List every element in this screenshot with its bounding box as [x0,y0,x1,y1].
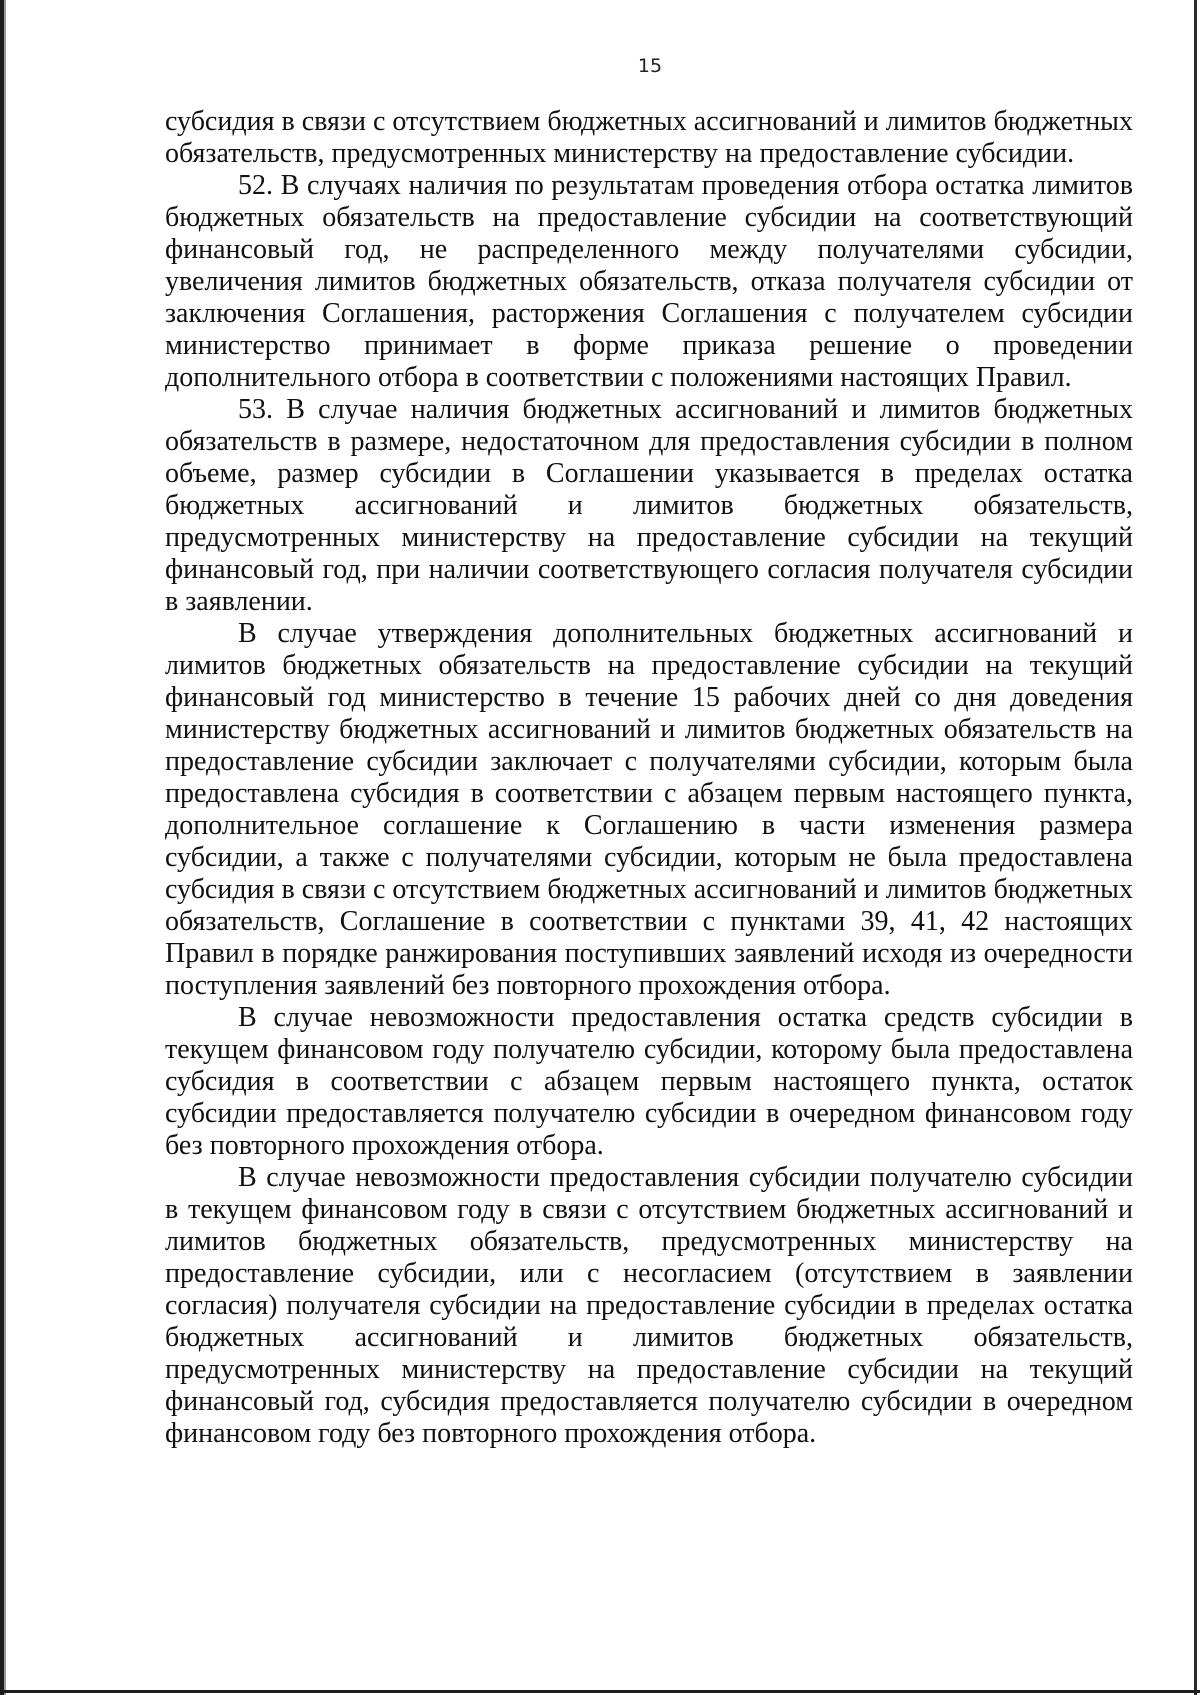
paragraph-continuation: субсидия в связи с отсутствием бюджетных ассигнований и лимитов бюджетных обязательств, предусмотренных министерству на предоставление субсидии. [165,106,1133,169]
document-body [165,106,1133,1450]
paragraph-additional-allocations: В случае утверждения дополнительных бюджетных ассигнований и лимитов бюджетных обязательств на предоставление субсидии на текущий финансовый год министерство в течение 15 рабочих дней со дня доведения министерству бюджетных ассигнований и лимитов бюджетных обязательств на предоставление субсидии заключает с получателями субсидии, которым была предоставлена субсидия в соответствии с абзацем первым настоящего пункта, дополнительное соглашение к Соглашению в части изменения размера субсидии, а также с получателями субсидии, которым не была предоставлена субсидия в связи с отсутствием бюджетных ассигнований и лимитов бюджетных обязательств, Соглашение в соответствии с пунктами 39, 41, 42 настоящих Правил в порядке ранжирования поступивших заявлений исходя из очередности поступления заявлений без повторного прохождения отбора. [165,618,1133,1001]
scan-edge-bottom [0,1690,1200,1693]
paragraph-impossibility-of-provision: В случае невозможности предоставления субсидии получателю субсидии в текущем финансовом году в связи с отсутствием бюджетных ассигнований и лимитов бюджетных обязательств, предусмотренных министерству на предоставление субсидии, или с несогласием (отсутствием в заявлении согласия) получателя субсидии на предоставление субсидии в пределах остатка бюджетных ассигнований и лимитов бюджетных обязательств, предусмотренных министерству на предоставление субсидии на текущий финансовый год, субсидия предоставляется получателю субсидии в очередном финансовом году без повторного прохождения отбора. [165,1162,1133,1449]
scan-edge-right [1194,0,1197,1695]
paragraph-remaining-funds: В случае невозможности предоставления остатка средств субсидии в текущем финансовом году получателю субсидии, которому была предоставлена субсидия в соответствии с абзацем первым настоящего пункта, остаток субсидии предоставляется получателю субсидии в очередном финансовом году без повторного прохождения отбора. [165,1002,1133,1161]
page-number: 15 [637,55,663,77]
paragraph-item-53: 53. В случае наличия бюджетных ассигнований и лимитов бюджетных обязательств в размере, недостаточном для предоставления субсидии в полном объеме, размер субсидии в Соглашении указывается в пределах остатка бюджетных ассигнований и лимитов бюджетных обязательств, предусмотренных министерству на предоставление субсидии на текущий финансовый год, при наличии соответствующего согласия получателя субсидии в заявлении. [165,394,1133,617]
scan-edge-left-shadow [4,0,6,1695]
paragraph-item-52: 52. В случаях наличия по результатам проведения отбора остатка лимитов бюджетных обязательств на предоставление субсидии на соответствующий финансовый год, не распределенного между получателями субсидии, увеличения лимитов бюджетных обязательств, отказа получателя субсидии от заключения Соглашения, расторжения Соглашения с получателем субсидии министерство принимает в форме приказа решение о проведении дополнительного отбора в соответствии с положениями настоящих Правил. [165,170,1133,393]
